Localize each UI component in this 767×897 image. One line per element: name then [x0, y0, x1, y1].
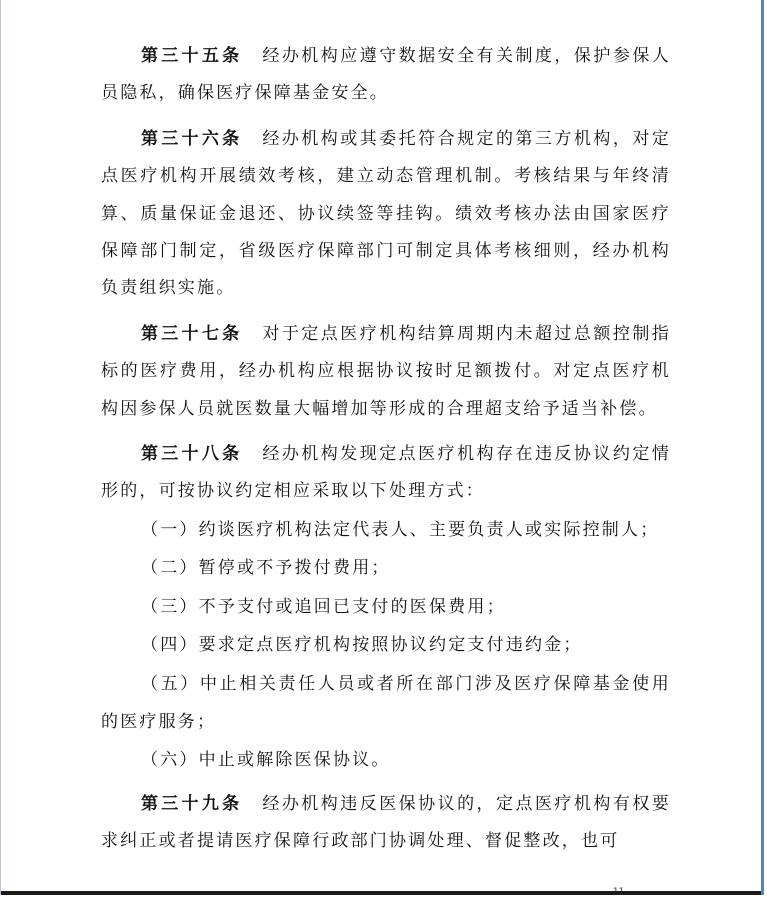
article-38: [101, 436, 671, 511]
list-item: （四）要求定点医疗机构按照协议约定支付违约金；: [141, 635, 583, 656]
article-text: 经办机构或其委托符合规定的第三方机构，对定点医疗机构开展绩效考核，建立动态管理机制。考核结果与年终清算、质量保证金退还、协议续签等挂钩。绩效考核办法由国家医疗保障部门制定，省级医疗保障部门可制定具体考核细则，经办机构负责组织实施。: [101, 128, 671, 299]
article-title: 第三十九条: [141, 793, 243, 814]
article-text: 经办机构发现定点医疗机构存在违反协议约定情形的，可按协议约定相应采取以下处理方式：: [101, 444, 671, 502]
article-title: 第三十五条: [141, 46, 243, 66]
page-bottom-border: [1, 891, 761, 895]
article-text: 经办机构违反医保协议的，定点医疗机构有权要求纠正或者提请医疗保障行政部门协调处理、督促整改，也可: [101, 793, 671, 852]
article-36: [101, 121, 671, 308]
article-text: 对于定点医疗机构结算周期内未超过总额控制指标的医疗费用，经办机构应根据协议按时足额拨付。对定点医疗机构因参保人员就医数量大幅增加等形成的合理超支给予适当补偿。: [101, 323, 671, 419]
article-title: 第三十八条: [141, 444, 243, 465]
article-39: [101, 786, 671, 861]
article-title: 第三十六条: [141, 128, 243, 149]
article-37: [101, 316, 671, 428]
document-body: [101, 38, 671, 869]
article-title: 第三十七条: [141, 323, 243, 344]
list-item: （二）暂停或不予拨付费用；: [141, 558, 391, 579]
list-item: （五）中止相关责任人员或者所在部门涉及医疗保障基金使用的医疗服务；: [101, 673, 671, 732]
list-item: （六）中止或解除医保协议。: [141, 750, 391, 771]
article-35: [101, 38, 671, 113]
article-text: 经办机构应遵守数据安全有关制度，保护参保人员隐私，确保医疗保障基金安全。: [101, 46, 671, 104]
list-item: （三）不予支付或追回已支付的医保费用；: [141, 596, 506, 617]
list-item: （一）约谈医疗机构法定代表人、主要负责人或实际控制人；: [141, 519, 660, 540]
